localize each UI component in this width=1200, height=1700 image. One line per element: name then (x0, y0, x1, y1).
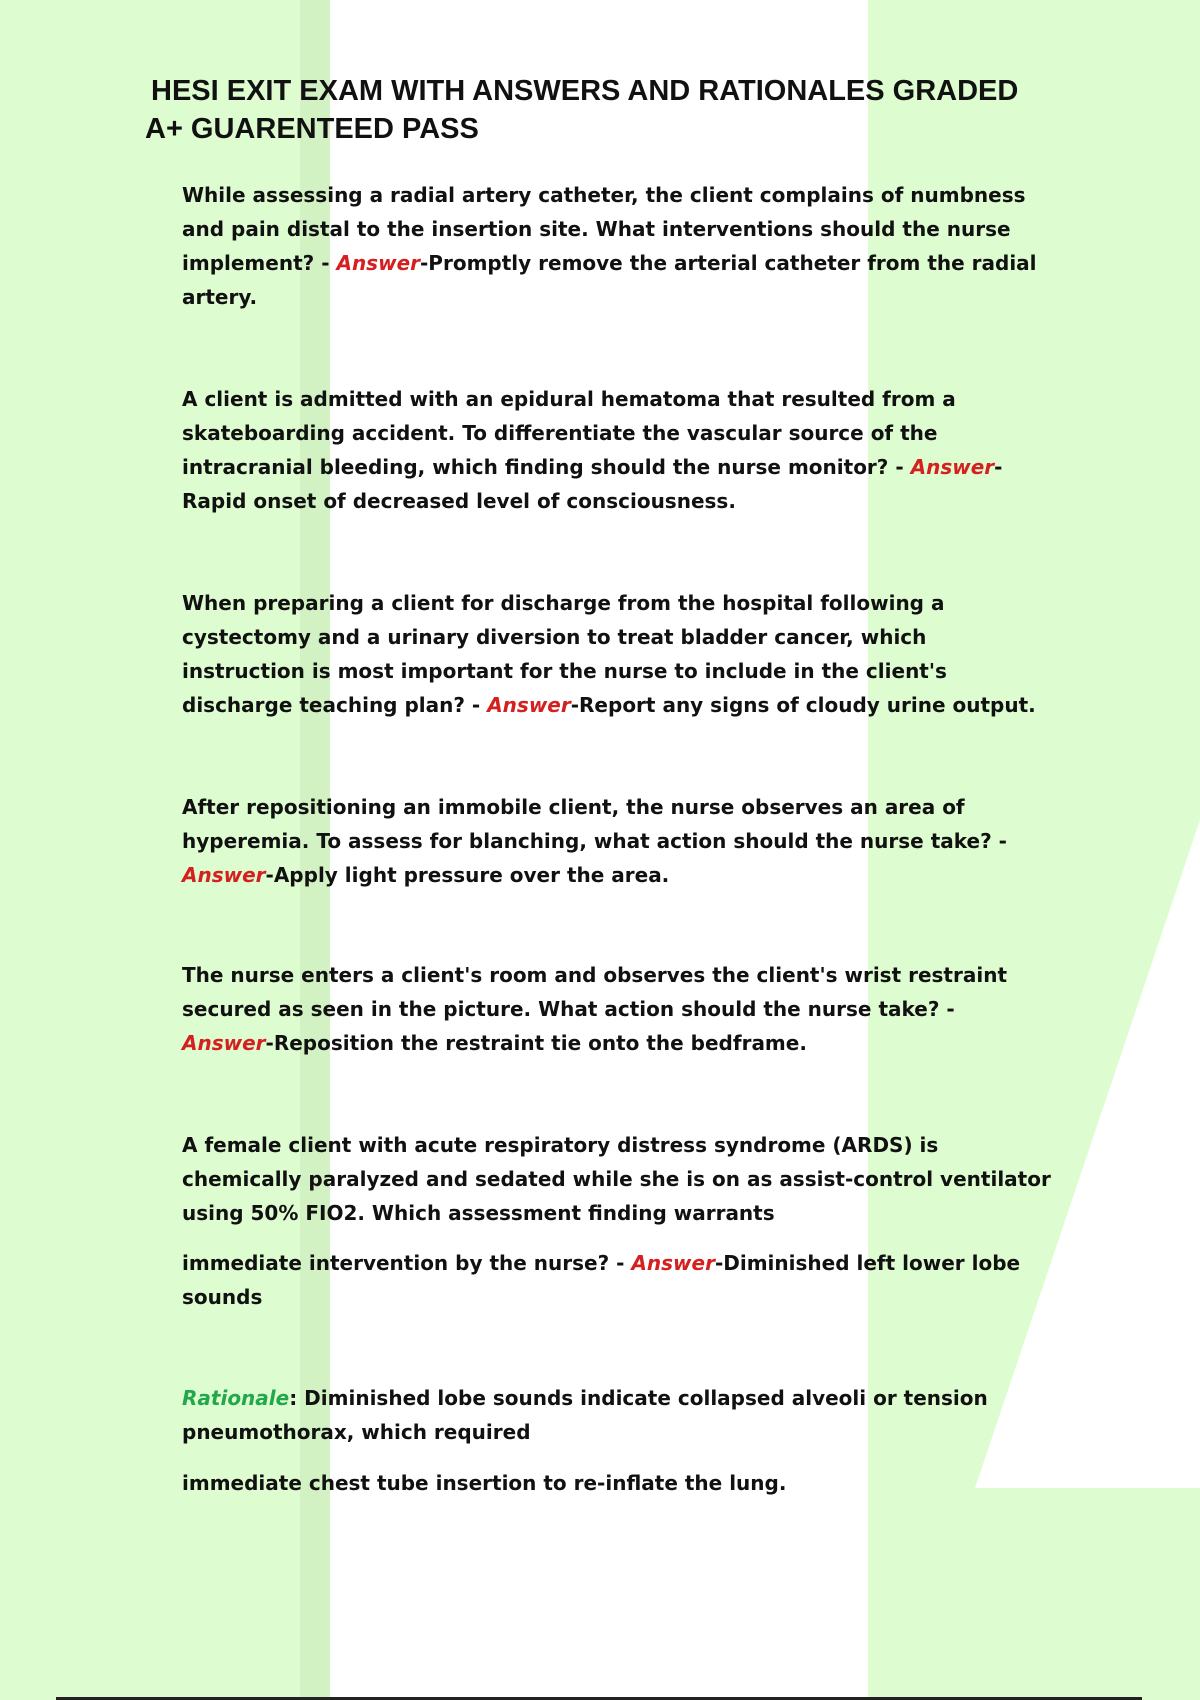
rationale-text: : Diminished lobe sounds indicate collapsed alveoli or tension pneumothorax, which required (182, 1386, 988, 1444)
question-text-continued: immediate intervention by the nurse? - (182, 1251, 632, 1275)
question-text: After repositioning an immobile client, the nurse observes an area of hyperemia. To assess for blanching, what action should the nurse take? - (182, 795, 1007, 853)
answer-text: -Report any signs of cloudy urine output. (570, 693, 1036, 717)
question-text: A client is admitted with an epidural hematoma that resulted from a skateboarding accident. To differentiate the vascular source of the intracranial bleeding, which finding should the nurse monitor? - (182, 387, 956, 479)
qa-item-3 (182, 586, 1052, 722)
answer-text: -Promptly remove the arterial catheter from the radial artery. (182, 251, 1037, 309)
answer-label: Answer (336, 251, 420, 275)
rationale-block (182, 1381, 1052, 1449)
title-line-1: HESI EXIT EXAM WITH ANSWERS AND RATIONALES GRADED (151, 75, 1019, 107)
answer-label: Answer (910, 455, 995, 479)
qa-item-2 (182, 382, 1052, 518)
question-text: The nurse enters a client's room and observes the client's wrist restraint secured as seen in the picture. What action should the nurse take? - (182, 963, 1008, 1021)
answer-text: -Reposition the restraint tie onto the bedframe. (265, 1031, 807, 1055)
rationale-block-continued (182, 1466, 1052, 1500)
qa-item-6 (182, 1128, 1052, 1230)
qa-item-4 (182, 790, 1052, 892)
page-title (145, 72, 1065, 148)
answer-text: -Rapid onset of decreased level of consciousness. (182, 455, 1003, 513)
rationale-label: Rationale (182, 1386, 290, 1410)
answer-label: Answer (631, 1251, 715, 1275)
question-text: A female client with acute respiratory distress syndrome (ARDS) is chemically paralyzed and sedated while she is on as assist-control ventilator using 50% FIO2. Which assessment finding warrants (182, 1133, 1051, 1225)
question-text: When preparing a client for discharge from the hospital following a cystectomy and a urinary diversion to treat bladder cancer, which instruction is most important for the nurse to include in the client's discharge teaching plan? - (182, 591, 947, 717)
answer-label: Answer (182, 863, 266, 887)
question-text: While assessing a radial artery catheter, the client complains of numbness and pain distal to the insertion site. What interventions should the nurse implement? - (182, 183, 1026, 275)
rationale-text-continued: immediate chest tube insertion to re-inflate the lung. (182, 1471, 787, 1495)
answer-label: Answer (487, 693, 571, 717)
qa-item-1 (182, 178, 1052, 314)
answer-text: -Diminished left lower lobe sounds (182, 1251, 1021, 1309)
title-line-2: A+ GUARENTEED PASS (145, 113, 479, 145)
qa-item-5 (182, 958, 1052, 1060)
qa-item-6-continued (182, 1246, 1052, 1314)
answer-label: Answer (182, 1031, 266, 1055)
answer-text: -Apply light pressure over the area. (265, 863, 670, 887)
